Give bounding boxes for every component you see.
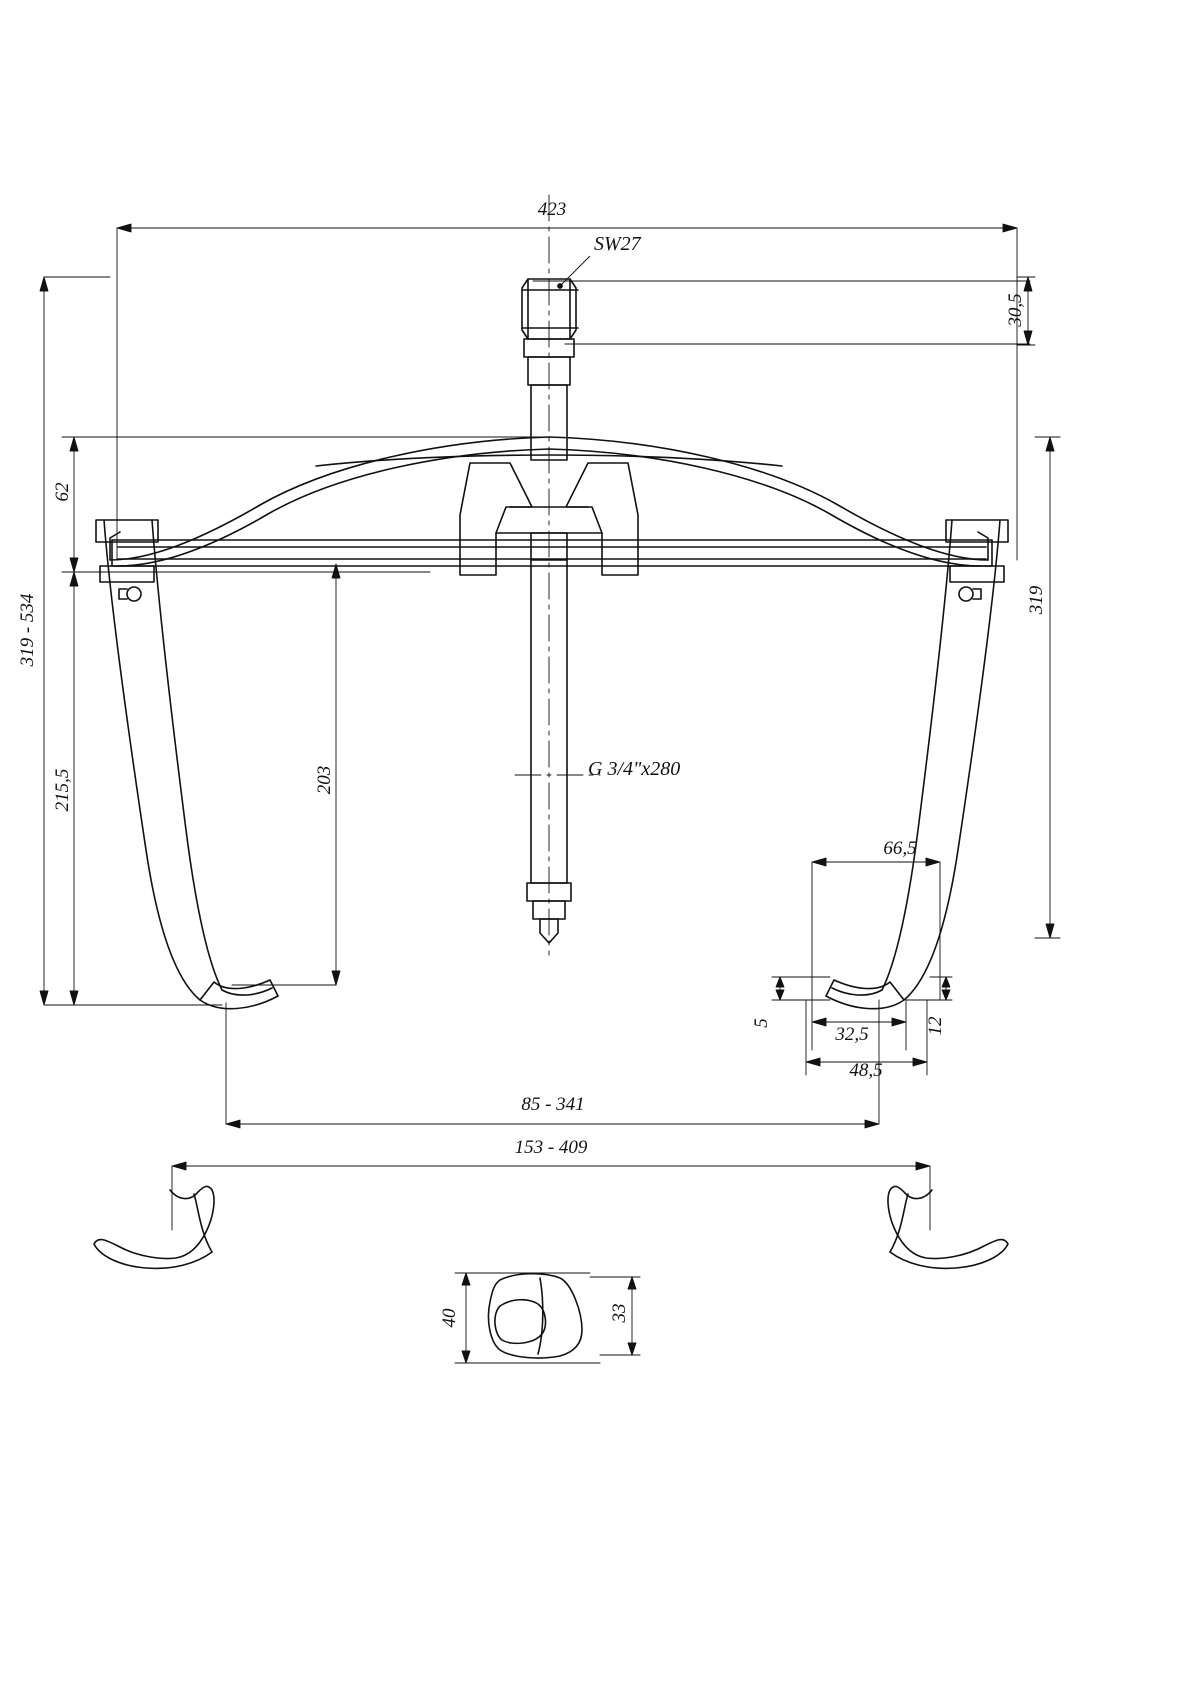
dim-arm-foot-width: 48,5 [849, 1060, 883, 1081]
dim-jaw-section-width: 40 [439, 1308, 460, 1328]
dim-outer-span-range: 153 - 409 [514, 1137, 588, 1158]
dim-tip-offset: 66,5 [883, 838, 917, 859]
dim-tip-width: 32,5 [835, 1024, 869, 1045]
dim-tip-edge: 12 [925, 1016, 946, 1036]
dim-tip-thickness: 5 [751, 1018, 772, 1028]
right-arm [826, 520, 1008, 1009]
slide-rail [112, 540, 992, 566]
label-sw27: SW27 [594, 233, 641, 255]
dim-arm-length: 215,5 [52, 768, 73, 812]
dimension-lines [40, 224, 1060, 1363]
drawing-labels [17, 199, 1047, 1328]
dim-inner-arm-length: 203 [314, 765, 335, 795]
dim-inner-span-range: 85 - 341 [521, 1094, 585, 1115]
jaw-detail-left [94, 1186, 214, 1268]
jaw-detail-right [888, 1186, 1008, 1268]
dim-hex-height: 30,5 [1005, 293, 1026, 327]
label-spindle-thread: G 3/4"x280 [588, 758, 681, 780]
dim-reach-range: 319 - 534 [17, 593, 38, 667]
dim-overall-width: 423 [537, 199, 567, 220]
jaw-cross-section [488, 1274, 582, 1358]
dim-beam-height: 62 [52, 482, 73, 502]
dim-total-height-right: 319 [1026, 585, 1047, 615]
left-arm [96, 520, 278, 1009]
hex-head [522, 279, 578, 339]
dim-jaw-section-height: 33 [609, 1303, 630, 1323]
